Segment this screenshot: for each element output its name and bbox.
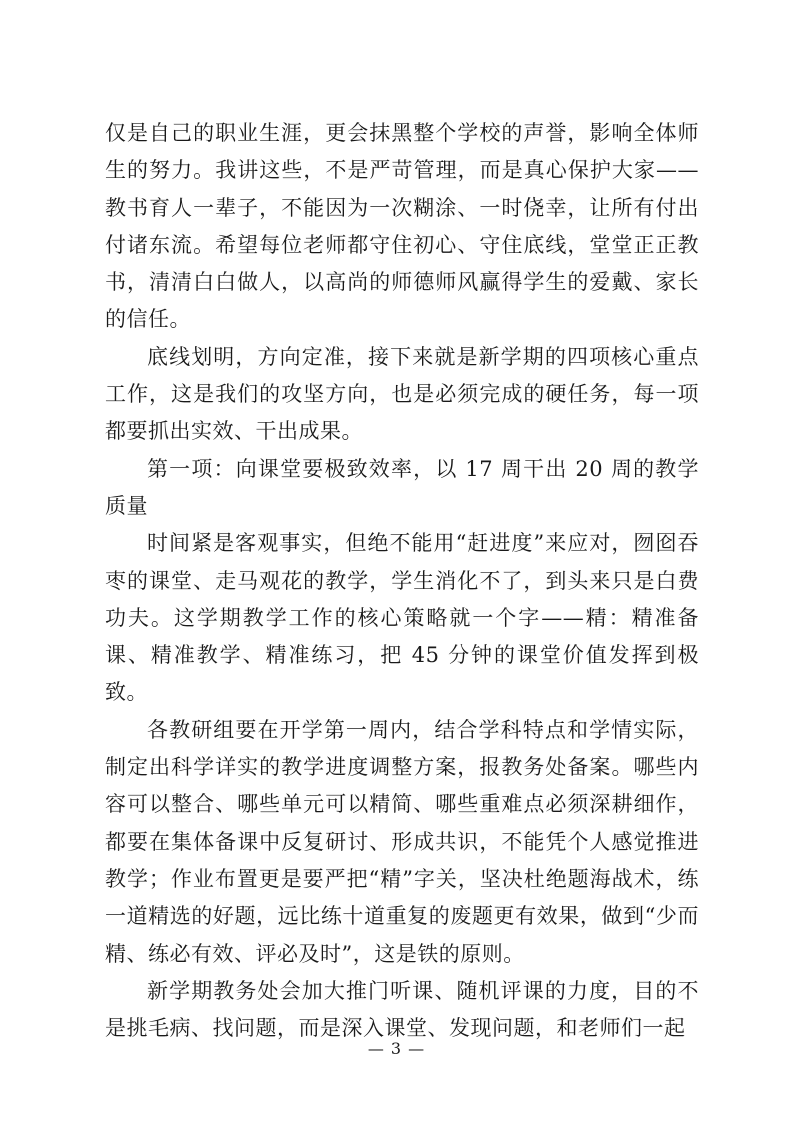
paragraph-classroom-observation: 新学期教务处会加大推门听课、随机评课的力度，目的不是挑毛病、找问题，而是深入课堂、发现问题，和老师们一起 <box>105 978 699 1041</box>
paragraph-transition: 底线划明，方向定准，接下来就是新学期的四项核心重点工作，这是我们的攻坚方向，也是必须完成的硬任务，每一项都要抓出实效、干出成果。 <box>105 344 699 444</box>
paragraph-teaching-plan: 各教研组要在开学第一周内，结合学科特点和学情实际，制定出科学详实的教学进度调整方案，报教务处备案。哪些内容可以整合、哪些单元可以精简、哪些重难点必须深耕细作，都要在集体备课中反复研讨、形成共识，不能凭个人感觉推进教学；作业布置更是要严把“精”字关，坚决杜绝题海战术，练一道精选的好题，远比练十道重复的废题更有效果，做到“少而精、练必有效、评必及时”，这是铁的原则。 <box>105 717 699 966</box>
paragraph-core-strategy: 时间紧是客观事实，但绝不能用“赶进度”来应对，囫囵吞枣的课堂、走马观花的教学，学生消化不了，到头来只是白费功夫。这学期教学工作的核心策略就一个字——精：精准备课、精准教学、精准练习，把 45 分钟的课堂价值发挥到极致。 <box>105 531 699 705</box>
section-heading-item-one: 第一项：向课堂要极致效率，以 17 周干出 20 周的教学质量 <box>105 456 699 518</box>
document-body <box>105 115 699 1047</box>
page-number: — 3 — <box>367 1039 426 1058</box>
paragraph-continuation: 仅是自己的职业生涯，更会抹黑整个学校的声誉，影响全体师生的努力。我讲这些，不是严苛管理，而是真心保护大家——教书育人一辈子，不能因为一次糊涂、一时侥幸，让所有付出付诸东流。希望每位老师都守住初心、守住底线，堂堂正正教书，清清白白做人，以高尚的师德师风赢得学生的爱戴、家长的信任。 <box>105 121 699 332</box>
